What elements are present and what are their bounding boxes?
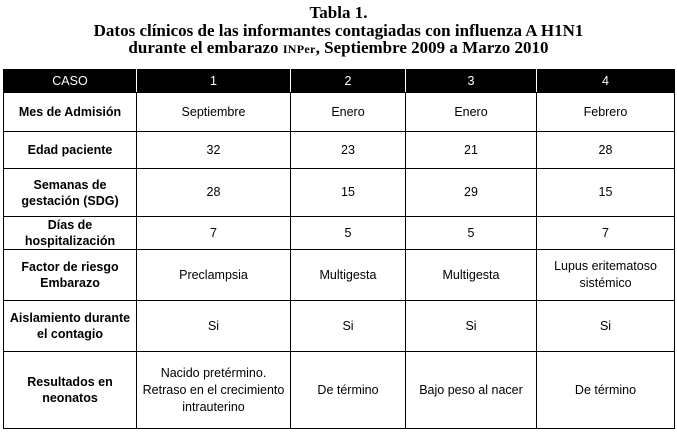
table-cell: Enero [291, 93, 406, 132]
table-row-dias-hospitalizacion [4, 217, 675, 250]
header-cell-case-4: 4 [537, 70, 675, 93]
table-header-row [4, 70, 675, 93]
table-cell: 21 [406, 132, 537, 169]
table-cell: Si [291, 301, 406, 352]
caption-title: Tabla 1. [309, 3, 368, 22]
table-row-edad-paciente [4, 132, 675, 169]
table-cell: 5 [291, 217, 406, 250]
table-cell: Si [537, 301, 675, 352]
clinical-data-table [3, 69, 675, 429]
caption-period-suffix: , Septiembre 2009 a Marzo 2010 [315, 38, 549, 57]
table-row-aislamiento [4, 301, 675, 352]
row-label: Edad paciente [4, 132, 137, 169]
row-label: Factor de riesgo Embarazo [4, 250, 137, 301]
table-cell: Nacido pretérmino. Retraso en el crecimiento intrauterino [137, 352, 291, 429]
caption-period [0, 39, 677, 59]
table-cell: Lupus eritematoso sistémico [537, 250, 675, 301]
table-row-mes-admision [4, 93, 675, 132]
table-cell: 15 [537, 169, 675, 217]
table-cell: De término [537, 352, 675, 429]
table-cell: 7 [537, 217, 675, 250]
table-cell: 28 [537, 132, 675, 169]
table-cell: 5 [406, 217, 537, 250]
table-cell: Si [406, 301, 537, 352]
caption-institution: INPer [282, 42, 316, 56]
table-cell: 23 [291, 132, 406, 169]
row-label: Aislamiento durante el contagio [4, 301, 137, 352]
table-cell: Enero [406, 93, 537, 132]
caption-period-prefix: durante el embarazo [128, 38, 283, 57]
table-caption [0, 0, 677, 59]
table-cell: 15 [291, 169, 406, 217]
table-cell: Multigesta [291, 250, 406, 301]
row-label: Mes de Admisión [4, 93, 137, 132]
table-cell: 28 [137, 169, 291, 217]
header-cell-case-3: 3 [406, 70, 537, 93]
caption-subtitle: Datos clínicos de las informantes contagiadas con influenza A H1N1 [93, 20, 584, 40]
table-cell: Bajo peso al nacer [406, 352, 537, 429]
table-row-semanas-gestacion [4, 169, 675, 217]
table-cell: 32 [137, 132, 291, 169]
table-cell: Septiembre [137, 93, 291, 132]
row-label: Días de hospitalización [4, 217, 137, 250]
row-label: Resultados en neonatos [4, 352, 137, 429]
table-cell: 7 [137, 217, 291, 250]
header-cell-case-1: 1 [137, 70, 291, 93]
table-cell: Multigesta [406, 250, 537, 301]
table-cell: Si [137, 301, 291, 352]
header-cell-case-2: 2 [291, 70, 406, 93]
table-cell: Preclampsia [137, 250, 291, 301]
table-cell: De término [291, 352, 406, 429]
table-cell: Febrero [537, 93, 675, 132]
table-cell: 29 [406, 169, 537, 217]
row-label: Semanas de gestación (SDG) [4, 169, 137, 217]
table-row-factor-riesgo [4, 250, 675, 301]
table-row-resultados-neonatos [4, 352, 675, 429]
header-cell-caso: CASO [4, 70, 137, 93]
